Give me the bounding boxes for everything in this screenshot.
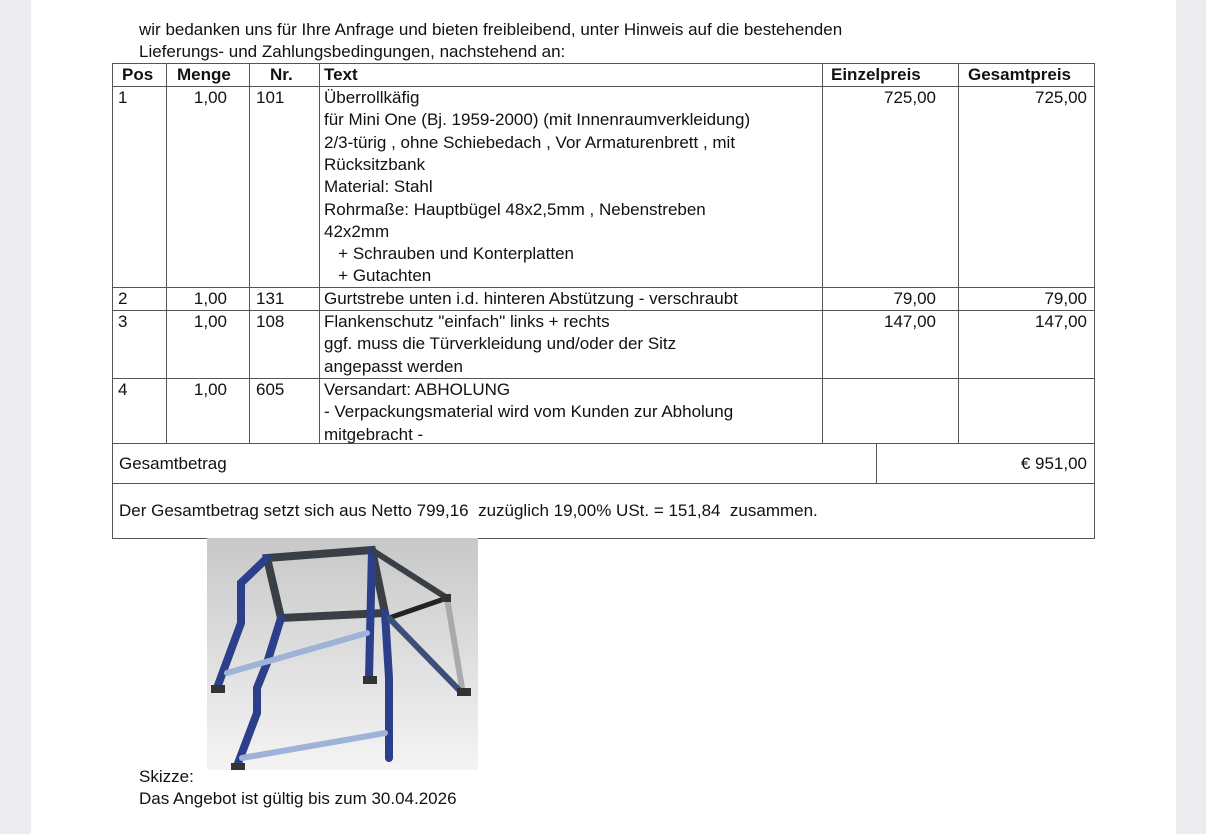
cell-text-line: 42x2mm <box>324 221 390 241</box>
table-rule <box>112 483 1095 484</box>
table-rule <box>319 63 320 443</box>
total-label: Gesamtbetrag <box>119 454 227 473</box>
cell-text-line: Rücksitzbank <box>324 154 426 174</box>
intro-line-1: wir bedanken uns für Ihre Anfrage und bieten freibleibend, unter Hinweis auf die bestehenden <box>139 20 843 39</box>
cell-gesamtpreis: 725,00 <box>1035 88 1087 107</box>
cell-menge: 1,00 <box>193 289 227 308</box>
tax-note: Der Gesamtbetrag setzt sich aus Netto 799,16 zuzüglich 19,00% USt. = 151,84 zusammen. <box>119 501 818 520</box>
header-menge: Menge <box>177 65 231 84</box>
cell-menge: 1,00 <box>193 312 227 331</box>
header-nr: Nr. <box>270 65 293 84</box>
cell-pos: 2 <box>118 289 128 308</box>
cell-text-line: ggf. muss die Türverkleidung und/oder der Sitz <box>324 334 677 354</box>
cell-text-line: Überrollkäfig <box>324 88 420 107</box>
cell-menge: 1,00 <box>193 380 227 399</box>
cell-nr: 101 <box>256 88 285 107</box>
cell-text-line: für Mini One (Bj. 1959-2000) (mit Innenraumverkleidung) <box>324 110 751 130</box>
cell-nr: 131 <box>256 289 285 308</box>
table-rule <box>1094 443 1095 538</box>
header-einzelpreis: Einzelpreis <box>831 65 921 84</box>
cell-text-line: Flankenschutz "einfach" links + rechts <box>324 312 610 331</box>
cell-einzelpreis: 79,00 <box>893 289 936 308</box>
table-rule <box>249 63 250 443</box>
cell-text-line: mitgebracht - <box>324 424 424 444</box>
cell-einzelpreis: 147,00 <box>884 312 936 331</box>
cell-text-line: angepasst werden <box>324 356 463 376</box>
table-rule <box>112 63 1095 64</box>
cell-pos: 3 <box>118 312 128 331</box>
header-pos: Pos <box>122 65 154 84</box>
cell-pos: 4 <box>118 380 128 399</box>
total-value: € 951,00 <box>1020 454 1087 473</box>
sketch-label: Skizze: <box>139 767 194 786</box>
cell-text-line: Rohrmaße: Hauptbügel 48x2,5mm , Nebenstreben <box>324 199 706 219</box>
intro-line-2: Lieferungs- und Zahlungsbedingungen, nachstehend an: <box>139 42 566 61</box>
cell-gesamtpreis: 147,00 <box>1035 312 1087 331</box>
cell-text-line: Versandart: ABHOLUNG <box>324 380 511 399</box>
table-rule <box>112 443 1095 444</box>
cell-einzelpreis: 725,00 <box>884 88 936 107</box>
cell-text-line: Gurtstrebe unten i.d. hinteren Abstützung - verschraubt <box>324 289 738 308</box>
roll-cage-sketch-image <box>207 538 478 770</box>
cell-text-line: + Schrauben und Konterplatten <box>324 244 574 264</box>
table-rule <box>822 63 823 443</box>
table-rule <box>876 443 877 483</box>
table-rule <box>958 63 959 443</box>
table-rule <box>112 63 113 443</box>
cell-text-line: Material: Stahl <box>324 177 433 197</box>
header-text: Text <box>324 65 358 84</box>
cell-text-line: + Gutachten <box>324 266 432 286</box>
cell-gesamtpreis: 79,00 <box>1044 289 1087 308</box>
cell-menge: 1,00 <box>193 88 227 107</box>
table-rule <box>1094 63 1095 443</box>
cell-nr: 108 <box>256 312 285 331</box>
cell-text-line: - Verpackungsmaterial wird vom Kunden zur Abholung <box>324 402 734 422</box>
header-gesamtpreis: Gesamtpreis <box>968 65 1071 84</box>
validity-note: Das Angebot ist gültig bis zum 30.04.2026 <box>139 789 457 808</box>
cell-pos: 1 <box>118 88 128 107</box>
cell-nr: 605 <box>256 380 285 399</box>
cell-text-line: 2/3-türig , ohne Schiebedach , Vor Armaturenbrett , mit <box>324 132 736 152</box>
table-rule <box>112 443 113 538</box>
